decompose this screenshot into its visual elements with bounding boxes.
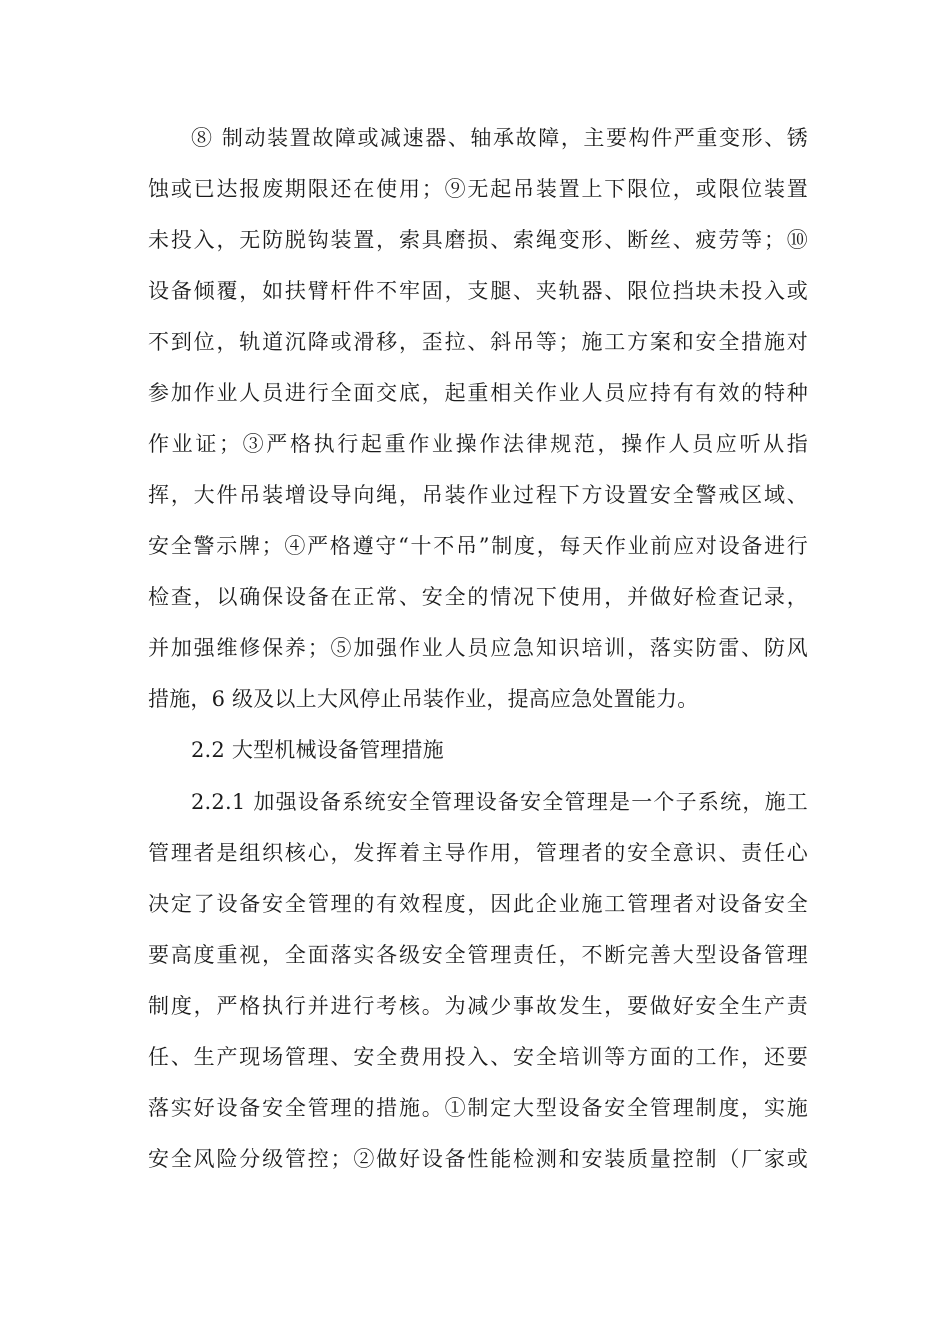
paragraph-line: 蚀或已达报废期限还在使用；⑨无起吊装置上下限位，或限位装置 [148,177,808,201]
section-heading: 2.2 大型机械设备管理措施 [191,738,444,762]
paragraph-line: 参加作业人员进行全面交底，起重相关作业人员应持有有效的特种 [148,381,808,405]
paragraph-line: 不到位，轨道沉降或滑移，歪拉、斜吊等；施工方案和安全措施对 [148,330,808,354]
paragraph-line: 作业证；③严格执行起重作业操作法律规范，操作人员应听从指 [148,432,808,456]
paragraph-line: 检查，以确保设备在正常、安全的情况下使用，并做好检查记录， [148,585,808,609]
paragraph-line: 挥，大件吊装增设导向绳，吊装作业过程下方设置安全警戒区域、 [148,483,808,507]
paragraph-line: 未投入，无防脱钩装置，索具磨损、索绳变形、断丝、疲劳等；⑩ [148,228,808,252]
paragraph-line: 安全警示牌；④严格遵守“十不吊”制度，每天作业前应对设备进行 [148,534,808,558]
paragraph-line: 安全风险分级管控；②做好设备性能检测和安装质量控制（厂家或 [148,1147,808,1171]
paragraph-line: ⑧ 制动装置故障或减速器、轴承故障，主要构件严重变形、锈 [191,126,808,150]
paragraph-line: 措施，6 级及以上大风停止吊装作业，提高应急处置能力。 [148,687,699,711]
paragraph-line: 2.2.1 加强设备系统安全管理设备安全管理是一个子系统，施工 [191,790,808,814]
paragraph-line: 并加强维修保养；⑤加强作业人员应急知识培训，落实防雷、防风 [148,636,808,660]
paragraph-line: 落实好设备安全管理的措施。①制定大型设备安全管理制度，实施 [148,1096,808,1120]
paragraph-line: 设备倾覆，如扶臂杆件不牢固，支腿、夹轨器、限位挡块未投入或 [148,279,808,303]
paragraph-line: 制度，严格执行并进行考核。为减少事故发生，要做好安全生产责 [148,994,808,1018]
paragraph-line: 管理者是组织核心，发挥着主导作用，管理者的安全意识、责任心 [148,841,808,865]
paragraph-line: 要高度重视，全面落实各级安全管理责任，不断完善大型设备管理 [148,943,808,967]
paragraph-line: 任、生产现场管理、安全费用投入、安全培训等方面的工作，还要 [148,1045,808,1069]
paragraph-line: 决定了设备安全管理的有效程度，因此企业施工管理者对设备安全 [148,892,808,916]
